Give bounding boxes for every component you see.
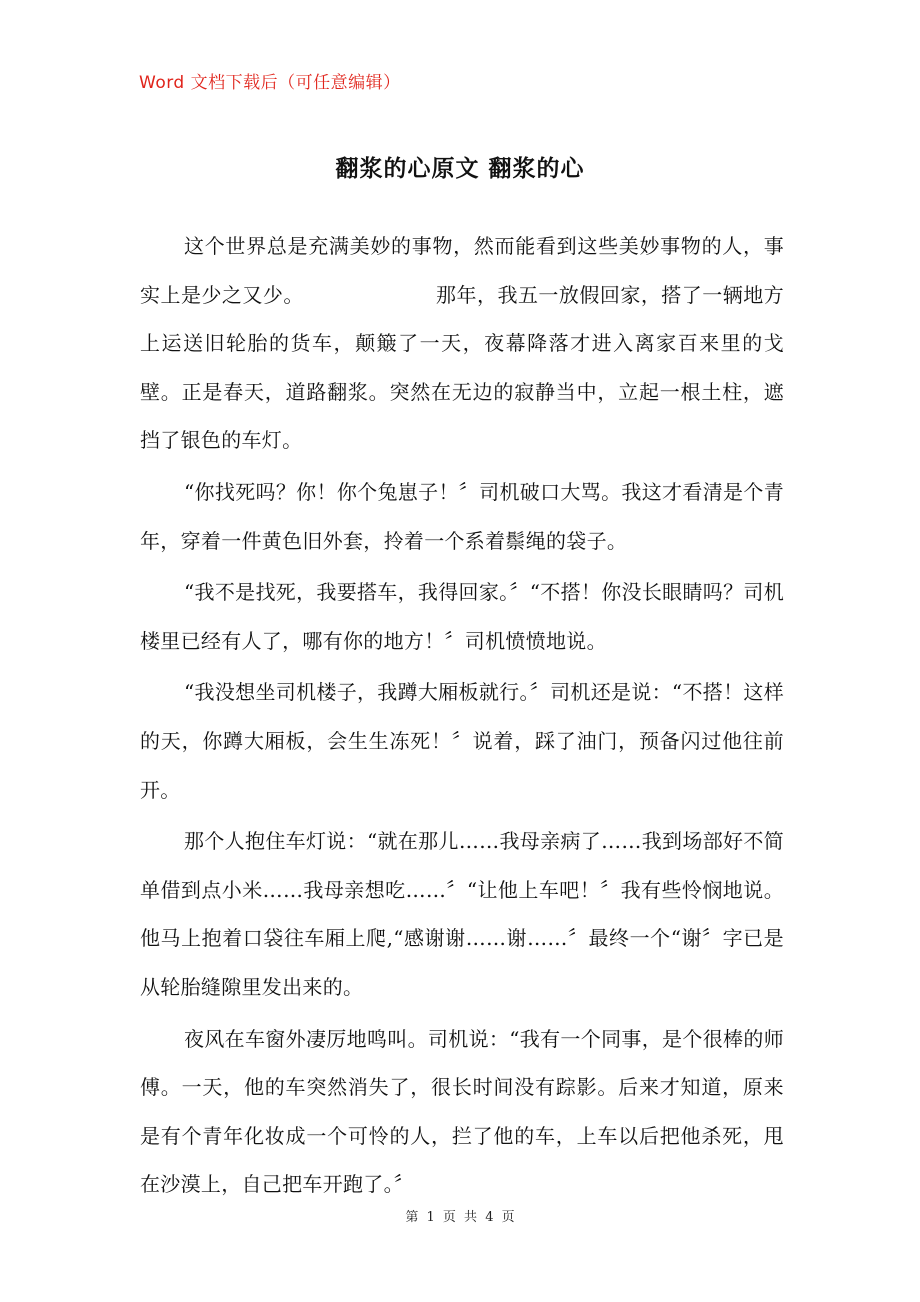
document-body: [140, 222, 784, 1212]
page-number: 第 1 页 共 4 页: [405, 1210, 515, 1225]
paragraph-sentence: 这个世界总是充满美妙的事物，然而能看到这些美妙事物的人，事实上是少之又少。: [140, 234, 784, 307]
document-title: 翻浆的心原文 翻浆的心: [335, 156, 585, 182]
paragraph: “你找死吗？你！你个兔崽子！〞司机破口大骂。我这才看清是个青年，穿着一件黄色旧外套，拎着一个系着鬃绳的袋子。: [140, 479, 784, 553]
paragraph: 夜风在车窗外凄厉地鸣叫。司机说：“我有一个同事，是个很棒的师傅。一天，他的车突然消失了，很长时间没有踪影。后来才知道，原来是有个青年化妆成一个可怜的人，拦了他的车，上车以后把他杀死，甩在沙漠上，自己把车开跑了。〞: [140, 1026, 784, 1197]
download-note: Word 文档下载后（可任意编辑）: [139, 73, 401, 93]
paragraph: “我没想坐司机楼子，我蹲大厢板就行。〞司机还是说：“不搭！这样的天，你蹲大厢板，会生生冻死！〞说着，踩了油门，预备闪过他往前开。: [140, 680, 784, 802]
paragraph: “我不是找死，我要搭车，我得回家。〞“不搭！你没长眼睛吗？司机楼里已经有人了，哪有你的地方！〞司机愤愤地说。: [140, 580, 784, 653]
paragraph: [140, 222, 784, 465]
paragraph-sentence: 那年，我五一放假回家，搭了一辆地方上运送旧轮胎的货车，颠簸了一天，夜幕降落才进入离家百来里的戈壁。正是春天，道路翻浆。突然在无边的寂静当中，立起一根土柱，遮挡了银色的车灯。: [140, 282, 784, 453]
paragraph: 那个人抱住车灯说：“就在那儿……我母亲病了……我到场部好不简单借到点小米……我母亲想吃……〞“让他上车吧！〞我有些怜悯地说。他马上抱着口袋往车厢上爬,“感谢谢……谢……〞最终一个“谢〞字已是从轮胎缝隙里发出来的。: [140, 829, 784, 999]
